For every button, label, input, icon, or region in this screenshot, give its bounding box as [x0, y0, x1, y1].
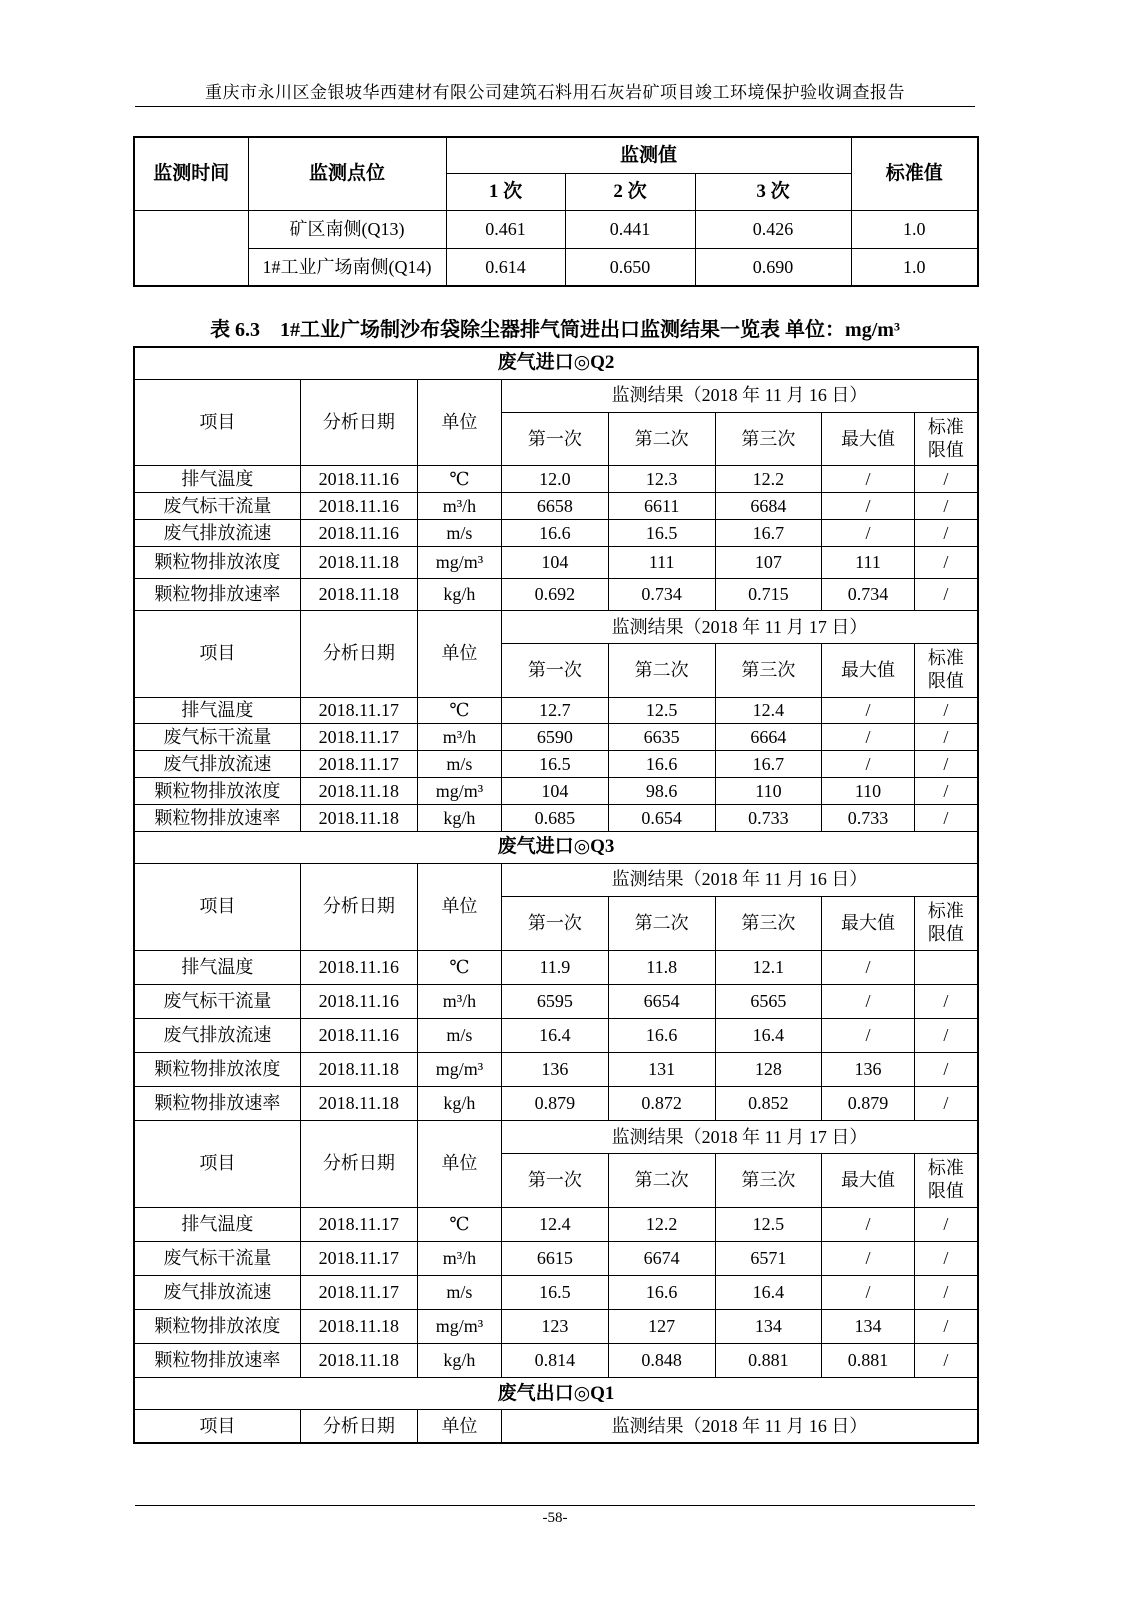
column-header-row: [134, 610, 978, 643]
run-1-cell: 104: [502, 778, 609, 805]
unit-cell: kg/h: [417, 804, 501, 831]
max-cell: 111: [822, 546, 914, 578]
max-cell: 0.733: [822, 804, 914, 831]
run-2-cell: 0.654: [608, 804, 715, 831]
max-cell: /: [822, 493, 914, 520]
unit-cell: kg/h: [417, 578, 501, 610]
header-standard-limit-line1: 标准: [927, 647, 964, 668]
run-3-cell: 16.7: [715, 519, 822, 546]
standard-limit-cell: [914, 950, 978, 984]
run-3-cell: 16.4: [715, 1018, 822, 1052]
column-header-row: [134, 1410, 978, 1443]
unit-cell: m³/h: [417, 984, 501, 1018]
value-cell: 0.461: [446, 210, 565, 248]
table-row: [134, 210, 978, 248]
header-monitor-value: 监测值: [446, 137, 851, 174]
run-2-cell: 111: [608, 546, 715, 578]
table-row: [134, 1275, 978, 1309]
item-cell: 废气标干流量: [134, 493, 300, 520]
header-round-1: 1 次: [446, 174, 565, 211]
analysis-date-cell: 2018.11.17: [300, 724, 417, 751]
column-header-row: [134, 863, 978, 896]
table-row: [134, 1052, 978, 1086]
analysis-date-cell: 2018.11.18: [300, 546, 417, 578]
run-1-cell: 11.9: [502, 950, 609, 984]
standard-limit-cell: /: [914, 546, 978, 578]
max-cell: 134: [822, 1309, 914, 1343]
run-1-cell: 0.879: [502, 1086, 609, 1120]
unit-cell: m/s: [417, 751, 501, 778]
standard-limit-cell: /: [914, 1086, 978, 1120]
header-max: 最大值: [822, 643, 914, 697]
analysis-date-cell: 2018.11.17: [300, 1207, 417, 1241]
standard-limit-cell: /: [914, 804, 978, 831]
standard-limit-cell: /: [914, 984, 978, 1018]
run-3-cell: 0.733: [715, 804, 822, 831]
air-monitoring-table-continued: [133, 136, 979, 287]
analysis-date-cell: 2018.11.16: [300, 984, 417, 1018]
header-standard-limit-line2: 限值: [927, 671, 964, 692]
run-3-cell: 12.4: [715, 697, 822, 724]
header-run-2: 第二次: [608, 412, 715, 466]
max-cell: /: [822, 950, 914, 984]
item-cell: 废气排放流速: [134, 751, 300, 778]
item-cell: 废气排放流速: [134, 1018, 300, 1052]
unit-cell: ℃: [417, 950, 501, 984]
header-run-3: 第三次: [715, 896, 822, 950]
header-analysis-date: 分析日期: [300, 379, 417, 466]
run-2-cell: 11.8: [608, 950, 715, 984]
standard-limit-cell: /: [914, 519, 978, 546]
header-analysis-date: 分析日期: [300, 863, 417, 950]
header-unit: 单位: [417, 610, 501, 697]
header-unit: 单位: [417, 1410, 501, 1443]
header-run-3: 第三次: [715, 643, 822, 697]
run-1-cell: 16.6: [502, 519, 609, 546]
max-cell: /: [822, 1275, 914, 1309]
standard-limit-cell: /: [914, 751, 978, 778]
run-3-cell: 6684: [715, 493, 822, 520]
header-item: 项目: [134, 379, 300, 466]
run-1-cell: 6595: [502, 984, 609, 1018]
table-row: [134, 950, 978, 984]
point-cell: 1#工业广场南侧(Q14): [248, 248, 446, 286]
analysis-date-cell: 2018.11.17: [300, 1275, 417, 1309]
header-unit: 单位: [417, 863, 501, 950]
run-2-cell: 16.6: [608, 1018, 715, 1052]
value-cell: 0.426: [695, 210, 851, 248]
item-cell: 排气温度: [134, 697, 300, 724]
baghouse-monitoring-table: [133, 346, 979, 1444]
standard-limit-cell: /: [914, 778, 978, 805]
run-1-cell: 12.0: [502, 466, 609, 493]
analysis-date-cell: 2018.11.17: [300, 751, 417, 778]
header-result-date: 监测结果（2018 年 11 月 17 日）: [502, 610, 978, 643]
page-number: -58-: [542, 1510, 568, 1526]
section-title-row: [134, 831, 978, 863]
header-unit: 单位: [417, 379, 501, 466]
section-title-row: [134, 347, 978, 379]
item-cell: 废气排放流速: [134, 1275, 300, 1309]
table-row: [134, 1086, 978, 1120]
table-row: [134, 751, 978, 778]
run-3-cell: 0.852: [715, 1086, 822, 1120]
header-standard-limit: [914, 896, 978, 950]
header-result-date: 监测结果（2018 年 11 月 16 日）: [502, 863, 978, 896]
run-3-cell: 6571: [715, 1241, 822, 1275]
item-cell: 排气温度: [134, 466, 300, 493]
value-cell: 0.650: [565, 248, 695, 286]
run-1-cell: 6658: [502, 493, 609, 520]
standard-limit-cell: /: [914, 1241, 978, 1275]
header-run-1: 第一次: [502, 1154, 609, 1208]
value-cell: 0.441: [565, 210, 695, 248]
run-1-cell: 12.7: [502, 697, 609, 724]
run-2-cell: 131: [608, 1052, 715, 1086]
unit-cell: mg/m³: [417, 778, 501, 805]
item-cell: 颗粒物排放浓度: [134, 1052, 300, 1086]
run-1-cell: 6590: [502, 724, 609, 751]
run-3-cell: 134: [715, 1309, 822, 1343]
run-1-cell: 6615: [502, 1241, 609, 1275]
run-3-cell: 12.1: [715, 950, 822, 984]
analysis-date-cell: 2018.11.16: [300, 466, 417, 493]
header-standard: 标准值: [851, 137, 978, 210]
run-2-cell: 98.6: [608, 778, 715, 805]
header-run-3: 第三次: [715, 1154, 822, 1208]
standard-limit-cell: /: [914, 724, 978, 751]
run-3-cell: 107: [715, 546, 822, 578]
header-monitor-point: 监测点位: [248, 137, 446, 210]
unit-cell: ℃: [417, 466, 501, 493]
table-caption: 表 6.3 1#工业广场制沙布袋除尘器排气筒进出口监测结果一览表 单位：mg/m³: [210, 319, 900, 341]
item-cell: 废气标干流量: [134, 1241, 300, 1275]
item-cell: 排气温度: [134, 950, 300, 984]
header-run-2: 第二次: [608, 643, 715, 697]
table-row: [134, 1344, 978, 1378]
analysis-date-cell: 2018.11.18: [300, 778, 417, 805]
analysis-date-cell: 2018.11.17: [300, 1241, 417, 1275]
header-standard-limit-line2: 限值: [927, 924, 964, 945]
header-item: 项目: [134, 863, 300, 950]
column-header-row: [134, 379, 978, 412]
max-cell: /: [822, 1241, 914, 1275]
item-cell: 颗粒物排放速率: [134, 1344, 300, 1378]
unit-cell: ℃: [417, 1207, 501, 1241]
analysis-date-cell: 2018.11.16: [300, 1018, 417, 1052]
run-2-cell: 0.848: [608, 1344, 715, 1378]
report-header: 重庆市永川区金银坡华西建材有限公司建筑石料用石灰岩矿项目竣工环境保护验收调查报告: [205, 83, 905, 102]
unit-cell: mg/m³: [417, 546, 501, 578]
unit-cell: mg/m³: [417, 1309, 501, 1343]
section-title: 废气出口◎Q1: [134, 1378, 978, 1410]
analysis-date-cell: 2018.11.18: [300, 578, 417, 610]
run-3-cell: 12.5: [715, 1207, 822, 1241]
value-cell: 0.614: [446, 248, 565, 286]
item-cell: 颗粒物排放浓度: [134, 778, 300, 805]
item-cell: 废气标干流量: [134, 724, 300, 751]
run-2-cell: 0.872: [608, 1086, 715, 1120]
max-cell: /: [822, 466, 914, 493]
header-run-1: 第一次: [502, 412, 609, 466]
table-row: [134, 984, 978, 1018]
header-item: 项目: [134, 1120, 300, 1207]
header-round-2: 2 次: [565, 174, 695, 211]
max-cell: /: [822, 519, 914, 546]
unit-cell: m³/h: [417, 493, 501, 520]
table-row: [134, 724, 978, 751]
run-2-cell: 6674: [608, 1241, 715, 1275]
item-cell: 废气排放流速: [134, 519, 300, 546]
run-3-cell: 0.715: [715, 578, 822, 610]
standard-cell: 1.0: [851, 248, 978, 286]
standard-limit-cell: /: [914, 1275, 978, 1309]
max-cell: /: [822, 697, 914, 724]
table-row: [134, 466, 978, 493]
table-row: [134, 1241, 978, 1275]
header-run-3: 第三次: [715, 412, 822, 466]
run-3-cell: 6664: [715, 724, 822, 751]
standard-limit-cell: /: [914, 578, 978, 610]
header-result-date: 监测结果（2018 年 11 月 17 日）: [502, 1120, 978, 1153]
standard-limit-cell: /: [914, 1309, 978, 1343]
table-row: [134, 1309, 978, 1343]
header-standard-limit-line2: 限值: [927, 1181, 964, 1202]
value-cell: 0.690: [695, 248, 851, 286]
header-item: 项目: [134, 1410, 300, 1443]
max-cell: /: [822, 1018, 914, 1052]
header-monitor-time: 监测时间: [134, 137, 248, 210]
table-row: [134, 493, 978, 520]
unit-cell: m/s: [417, 1018, 501, 1052]
run-2-cell: 12.3: [608, 466, 715, 493]
run-2-cell: 6635: [608, 724, 715, 751]
standard-limit-cell: /: [914, 493, 978, 520]
max-cell: 0.734: [822, 578, 914, 610]
table-row: [134, 1207, 978, 1241]
header-run-1: 第一次: [502, 896, 609, 950]
run-3-cell: 16.7: [715, 751, 822, 778]
standard-limit-cell: /: [914, 1018, 978, 1052]
header-unit: 单位: [417, 1120, 501, 1207]
run-2-cell: 0.734: [608, 578, 715, 610]
run-3-cell: 6565: [715, 984, 822, 1018]
header-standard-limit: [914, 412, 978, 466]
standard-limit-cell: /: [914, 1344, 978, 1378]
run-3-cell: 128: [715, 1052, 822, 1086]
run-2-cell: 16.5: [608, 519, 715, 546]
table-row: [134, 578, 978, 610]
max-cell: 0.879: [822, 1086, 914, 1120]
header-max: 最大值: [822, 412, 914, 466]
analysis-date-cell: 2018.11.18: [300, 1344, 417, 1378]
table-row: [134, 519, 978, 546]
max-cell: 136: [822, 1052, 914, 1086]
analysis-date-cell: 2018.11.18: [300, 804, 417, 831]
item-cell: 颗粒物排放速率: [134, 578, 300, 610]
item-cell: 颗粒物排放速率: [134, 804, 300, 831]
item-cell: 颗粒物排放速率: [134, 1086, 300, 1120]
header-run-2: 第二次: [608, 1154, 715, 1208]
unit-cell: m/s: [417, 1275, 501, 1309]
run-1-cell: 16.5: [502, 1275, 609, 1309]
analysis-date-cell: 2018.11.16: [300, 950, 417, 984]
column-header-row: [134, 1120, 978, 1153]
header-max: 最大值: [822, 896, 914, 950]
run-3-cell: 0.881: [715, 1344, 822, 1378]
unit-cell: m³/h: [417, 1241, 501, 1275]
run-2-cell: 6654: [608, 984, 715, 1018]
run-1-cell: 16.5: [502, 751, 609, 778]
standard-limit-cell: /: [914, 466, 978, 493]
monitor-time-cell: [134, 210, 248, 286]
run-3-cell: 110: [715, 778, 822, 805]
header-standard-limit: [914, 643, 978, 697]
header-standard-limit-line1: 标准: [927, 900, 964, 921]
max-cell: 110: [822, 778, 914, 805]
header-round-3: 3 次: [695, 174, 851, 211]
header-max: 最大值: [822, 1154, 914, 1208]
section-title: 废气进口◎Q3: [134, 831, 978, 863]
header-result-date: 监测结果（2018 年 11 月 16 日）: [502, 1410, 978, 1443]
table-row: [134, 804, 978, 831]
run-1-cell: 0.692: [502, 578, 609, 610]
max-cell: /: [822, 1207, 914, 1241]
run-2-cell: 127: [608, 1309, 715, 1343]
run-2-cell: 6611: [608, 493, 715, 520]
analysis-date-cell: 2018.11.18: [300, 1052, 417, 1086]
header-standard-limit-line1: 标准: [927, 416, 964, 437]
item-cell: 排气温度: [134, 1207, 300, 1241]
unit-cell: kg/h: [417, 1086, 501, 1120]
standard-limit-cell: /: [914, 1207, 978, 1241]
run-2-cell: 12.5: [608, 697, 715, 724]
analysis-date-cell: 2018.11.17: [300, 697, 417, 724]
table-row: [134, 1018, 978, 1052]
section-title-row: [134, 1378, 978, 1410]
standard-limit-cell: /: [914, 697, 978, 724]
max-cell: /: [822, 984, 914, 1018]
header-analysis-date: 分析日期: [300, 1410, 417, 1443]
analysis-date-cell: 2018.11.16: [300, 519, 417, 546]
header-analysis-date: 分析日期: [300, 610, 417, 697]
table-row: [134, 546, 978, 578]
header-result-date: 监测结果（2018 年 11 月 16 日）: [502, 379, 978, 412]
analysis-date-cell: 2018.11.16: [300, 493, 417, 520]
run-1-cell: 136: [502, 1052, 609, 1086]
header-standard-limit: [914, 1154, 978, 1208]
run-1-cell: 16.4: [502, 1018, 609, 1052]
unit-cell: kg/h: [417, 1344, 501, 1378]
analysis-date-cell: 2018.11.18: [300, 1309, 417, 1343]
item-cell: 颗粒物排放浓度: [134, 1309, 300, 1343]
unit-cell: m³/h: [417, 724, 501, 751]
unit-cell: ℃: [417, 697, 501, 724]
run-1-cell: 0.685: [502, 804, 609, 831]
item-cell: 废气标干流量: [134, 984, 300, 1018]
footer-divider: [135, 1505, 975, 1506]
standard-limit-cell: /: [914, 1052, 978, 1086]
run-2-cell: 12.2: [608, 1207, 715, 1241]
max-cell: /: [822, 751, 914, 778]
header-item: 项目: [134, 610, 300, 697]
table-row: [134, 697, 978, 724]
run-1-cell: 12.4: [502, 1207, 609, 1241]
point-cell: 矿区南侧(Q13): [248, 210, 446, 248]
table-row: [134, 778, 978, 805]
run-1-cell: 104: [502, 546, 609, 578]
header-run-1: 第一次: [502, 643, 609, 697]
run-3-cell: 12.2: [715, 466, 822, 493]
run-3-cell: 16.4: [715, 1275, 822, 1309]
run-1-cell: 123: [502, 1309, 609, 1343]
header-analysis-date: 分析日期: [300, 1120, 417, 1207]
section-title: 废气进口◎Q2: [134, 347, 978, 379]
header-divider: [135, 106, 975, 107]
header-standard-limit-line2: 限值: [927, 439, 964, 460]
unit-cell: m/s: [417, 519, 501, 546]
run-2-cell: 16.6: [608, 751, 715, 778]
max-cell: /: [822, 724, 914, 751]
analysis-date-cell: 2018.11.18: [300, 1086, 417, 1120]
standard-cell: 1.0: [851, 210, 978, 248]
run-2-cell: 16.6: [608, 1275, 715, 1309]
item-cell: 颗粒物排放浓度: [134, 546, 300, 578]
header-run-2: 第二次: [608, 896, 715, 950]
max-cell: 0.881: [822, 1344, 914, 1378]
unit-cell: mg/m³: [417, 1052, 501, 1086]
run-1-cell: 0.814: [502, 1344, 609, 1378]
header-standard-limit-line1: 标准: [927, 1157, 964, 1178]
table-row: [134, 248, 978, 286]
